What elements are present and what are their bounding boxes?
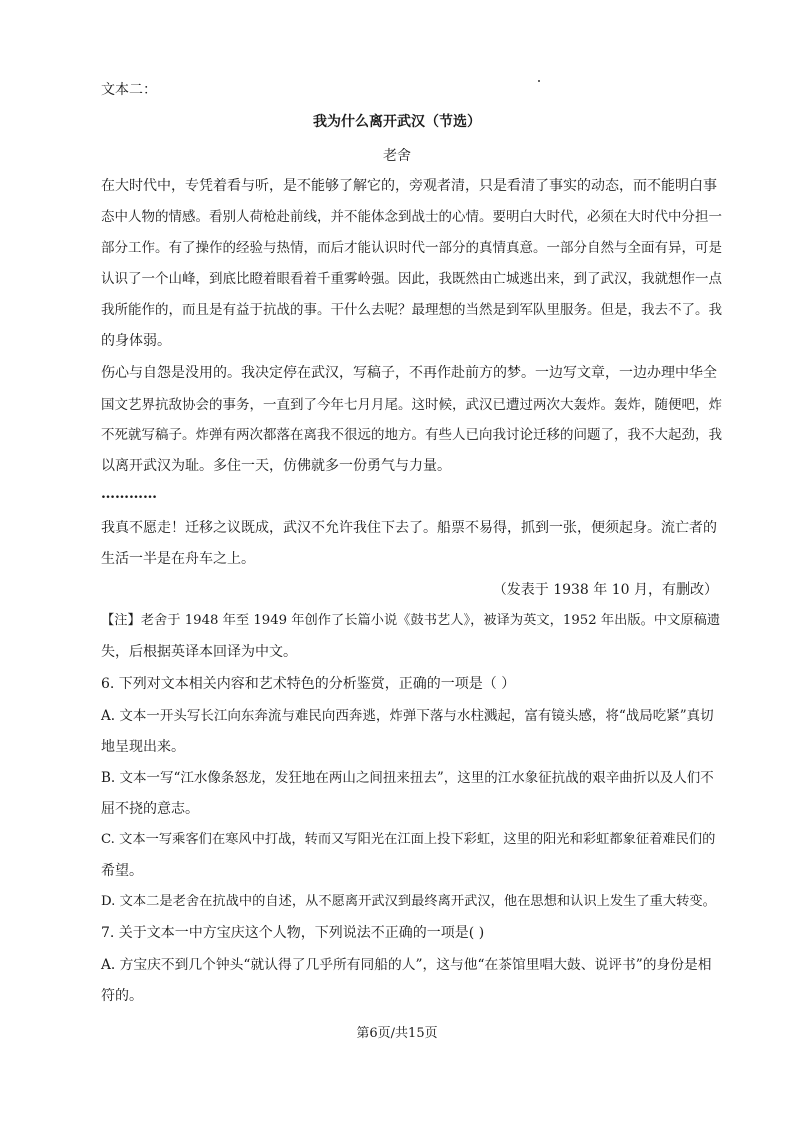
essay-p1-line: 在大时代中，专凭着看与听，是不能够了解它的，旁观者清，只是看清了事实的动态，而不能明白事 bbox=[101, 178, 717, 194]
question-6-option-d: D. 文本二是老舍在抗战中的自述，从不愿离开武汉到最终离开武汉，他在思想和认识上发生了重大转变。 bbox=[101, 894, 716, 909]
scan-speck bbox=[538, 80, 540, 82]
question-6-option-a: A. 文本一开头写长江向东奔流与难民向西奔逃，炸弹下落与水柱溅起，富有镜头感，将“战局吃紧”真切 bbox=[101, 708, 714, 724]
essay-title: 我为什么离开武汉（节选） bbox=[313, 114, 481, 130]
essay-p2-line: 以离开武汉为耻。多住一天，仿佛就多一份勇气与力量。 bbox=[101, 458, 451, 474]
question-7-stem: 7. 关于文本一中方宝庆这个人物，下列说法不正确的一项是( ) bbox=[101, 925, 485, 941]
essay-author: 老舍 bbox=[383, 148, 411, 164]
page-footer: 第6页/共15页 bbox=[356, 1026, 438, 1041]
question-7-option-a: A. 方宝庆不到几个钟头“就认得了几乎所有同船的人”，这与他“在茶馆里唱大鼓、说评书”的身份是相 bbox=[101, 957, 712, 973]
essay-source: （发表于 1938 年 10 月，有删改） bbox=[492, 582, 718, 598]
essay-p1-line: 认识了一个山峰，到底比瞪着眼看着千重雾岭强。因此，我既然由亡城逃出来，到了武汉，我就想作一点 bbox=[101, 271, 722, 287]
essay-p1-line: 的身体弱。 bbox=[101, 333, 171, 349]
essay-p2-line: 伤心与自怨是没用的。我决定停在武汉，写稿子，不再作赴前方的梦。一边写文章，一边办理中华全 bbox=[101, 365, 717, 381]
question-6-option-c-cont: 希望。 bbox=[101, 863, 143, 879]
essay-p2-line: 国文艺界抗敌协会的事务，一直到了今年七月月尾。这时候，武汉已遭过两次大轰炸。轰炸，随便吧，炸 bbox=[101, 397, 722, 413]
question-6-stem: 6. 下列对文本相关内容和艺术特色的分析鉴赏，正确的一项是（ ） bbox=[101, 676, 516, 692]
question-7-option-a-cont: 符的。 bbox=[101, 988, 143, 1004]
question-6-option-b-cont: 屈不挠的意志。 bbox=[101, 801, 199, 817]
note-line: 失，后根据英译本回译为中文。 bbox=[101, 644, 297, 660]
essay-p3-line: 我真不愿走！迁移之议既成，武汉不允许我住下去了。船票不易得，抓到一张，便须起身。流亡者的 bbox=[101, 520, 717, 536]
essay-p1-line: 态中人物的情感。看别人荷枪赴前线，并不能体念到战士的心情。要明白大时代，必须在大时代中分担一 bbox=[101, 209, 722, 225]
essay-ellipsis: ………… bbox=[101, 486, 157, 502]
essay-p3-line: 生活一半是在舟车之上。 bbox=[101, 551, 255, 567]
question-6-option-b: B. 文本一写“江水像条怒龙，发狂地在两山之间扭来扭去”，这里的江水象征抗战的艰辛曲折以及人们不 bbox=[101, 770, 714, 786]
question-6-option-a-cont: 地呈现出来。 bbox=[101, 739, 185, 755]
note-line: 【注】老舍于 1948 年至 1949 年创作了长篇小说《鼓书艺人》，被译为英文，1952 年出版。中文原稿遗 bbox=[101, 613, 721, 628]
essay-p2-line: 不死就写稿子。炸弹有两次都落在离我不很远的地方。有些人已向我讨论迁移的问题了，我不大起劲，我 bbox=[101, 427, 722, 443]
section-label: 文本二： bbox=[101, 82, 157, 98]
essay-p1-line: 部分工作。有了操作的经验与热情，而后才能认识时代一部分的真情真意。一部分自然与全面有异，可是 bbox=[101, 240, 722, 256]
question-6-option-c: C. 文本一写乘客们在寒风中打战，转而又写阳光在江面上投下彩虹，这里的阳光和彩虹都象征着难民们的 bbox=[101, 832, 716, 847]
essay-p1-line: 我所能作的，而且是有益于抗战的事。干什么去呢？最理想的当然是到军队里服务。但是，我去不了。我 bbox=[101, 302, 722, 318]
